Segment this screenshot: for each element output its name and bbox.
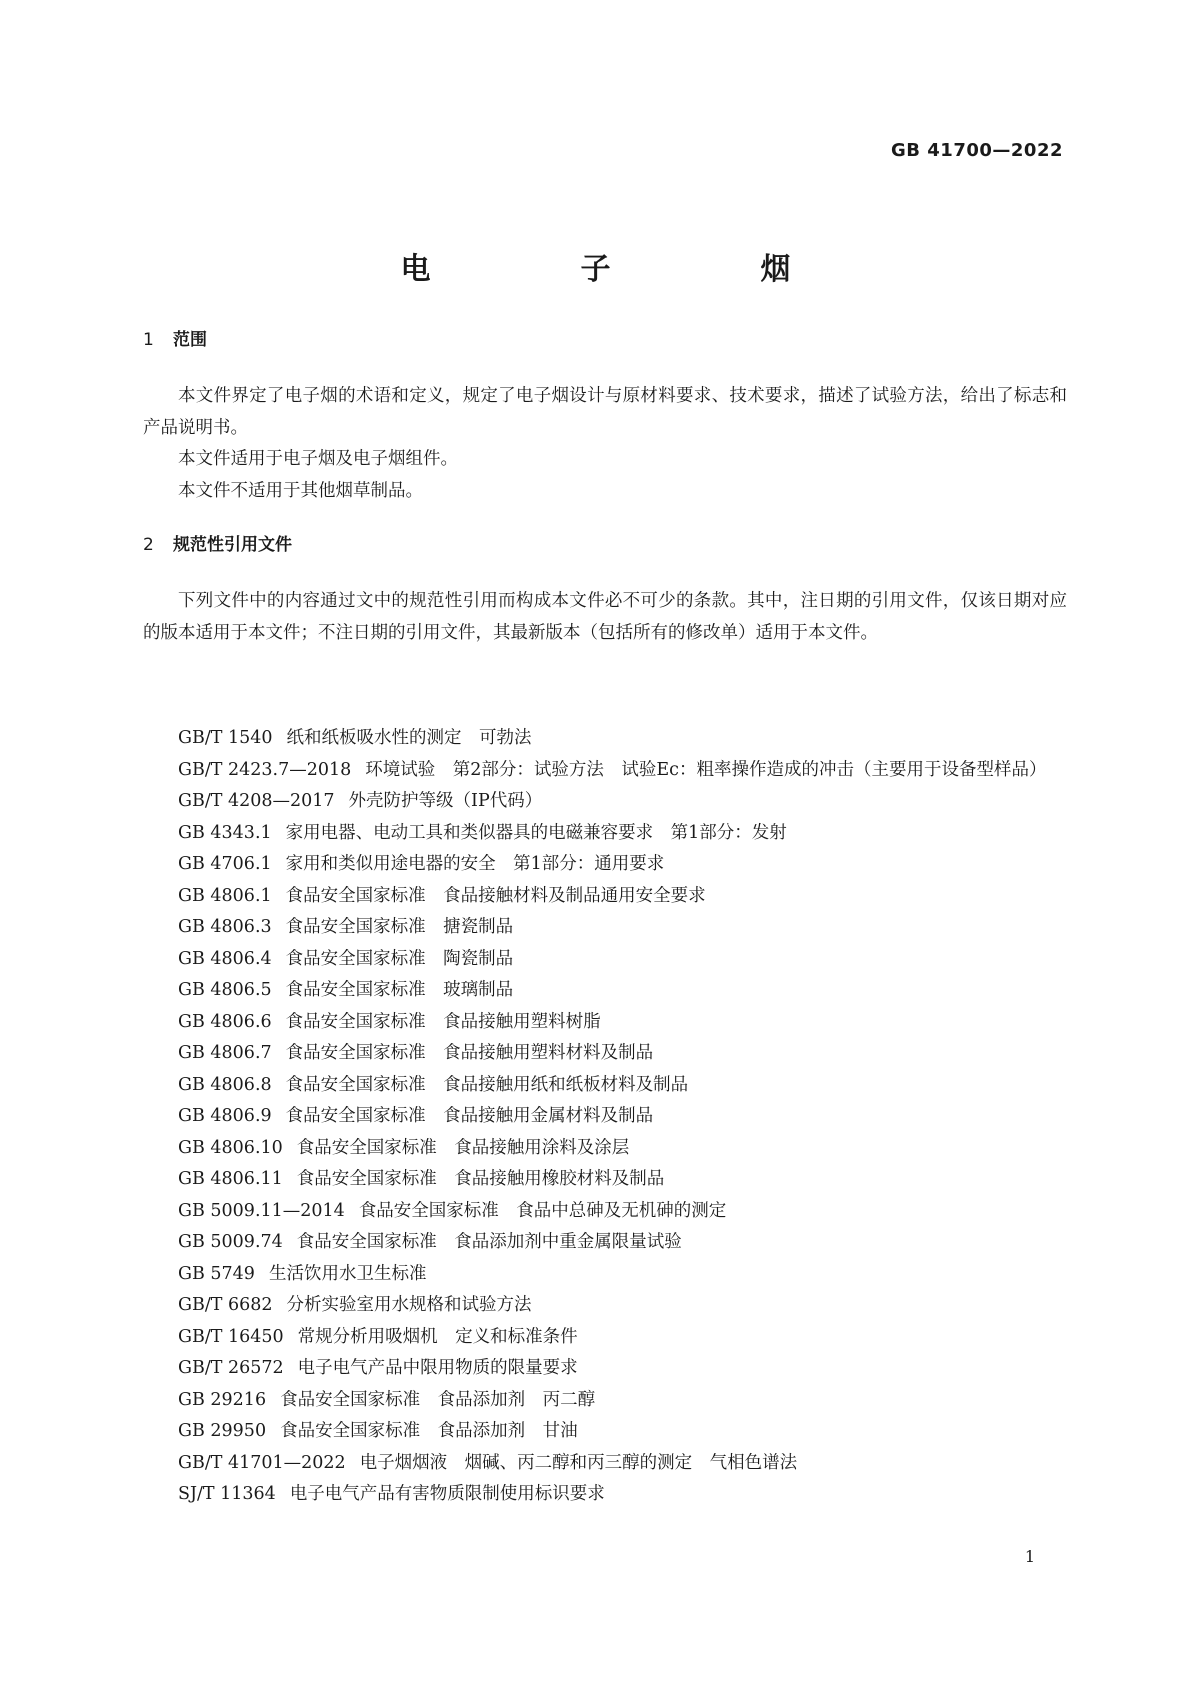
- reference-item: [143, 1416, 1067, 1448]
- reference-title: 食品安全国家标准 搪瓷制品: [285, 917, 514, 937]
- reference-code: GB 4806.6: [178, 1011, 272, 1032]
- section-1-paragraph: 本文件不适用于其他烟草制品。: [178, 480, 423, 501]
- reference-item: [143, 1038, 1067, 1070]
- reference-item: [143, 1133, 1067, 1165]
- reference-item: [143, 1070, 1067, 1102]
- reference-code: GB 5749: [178, 1263, 255, 1284]
- reference-item: [143, 881, 1067, 913]
- reference-title: 食品安全国家标准 食品中总砷及无机砷的测定: [358, 1200, 727, 1221]
- reference-title: 食品安全国家标准 食品接触用涂料及涂层: [296, 1137, 630, 1158]
- reference-code: GB/T 1540: [178, 728, 273, 748]
- reference-title: 电子电气产品中限用物质的限量要求: [297, 1358, 578, 1378]
- reference-title: 纸和纸板吸水性的测定 可勃法: [286, 728, 532, 748]
- reference-title: 食品安全国家标准 食品接触材料及制品通用安全要求: [285, 885, 706, 906]
- reference-code: GB 5009.11—2014: [178, 1200, 345, 1221]
- reference-title: 家用和类似用途电器的安全 第1部分：通用要求: [285, 854, 665, 874]
- reference-code: GB 4806.11: [178, 1169, 283, 1189]
- reference-item: [143, 1196, 1067, 1228]
- reference-code: GB 4806.4: [178, 948, 272, 969]
- reference-title: 环境试验 第2部分：试验方法 试验Ec：粗率操作造成的冲击（主要用于设备型样品）: [365, 759, 1047, 780]
- reference-code: GB 4343.1: [178, 822, 272, 843]
- reference-item: [143, 1385, 1067, 1417]
- reference-item: [143, 912, 1067, 944]
- reference-item: [143, 849, 1067, 881]
- reference-code: GB/T 26572: [178, 1358, 284, 1378]
- reference-code: GB 4806.10: [178, 1137, 283, 1158]
- reference-item: [143, 1353, 1067, 1385]
- reference-code: GB 4806.8: [178, 1074, 272, 1095]
- reference-title: 食品安全国家标准 食品接触用纸和纸板材料及制品: [285, 1074, 689, 1095]
- reference-code: SJ/T 11364: [178, 1484, 276, 1504]
- reference-title: 分析实验室用水规格和试验方法: [286, 1295, 532, 1315]
- section-1-body: [143, 381, 1067, 507]
- reference-item: [143, 755, 1067, 787]
- reference-item: [143, 1322, 1067, 1354]
- section-2-heading: [143, 530, 292, 555]
- reference-title: 家用电器、电动工具和类似器具的电磁兼容要求 第1部分：发射: [285, 822, 787, 843]
- reference-item: [143, 1259, 1067, 1291]
- reference-code: GB 4806.9: [178, 1106, 272, 1126]
- reference-item: [143, 1290, 1067, 1322]
- reference-title: 食品安全国家标准 食品接触用塑料树脂: [285, 1011, 601, 1032]
- reference-code: GB 29950: [178, 1421, 267, 1441]
- reference-list: [143, 723, 1067, 1511]
- reference-code: GB/T 4208—2017: [178, 791, 335, 811]
- reference-code: GB/T 16450: [178, 1326, 284, 1347]
- reference-code: GB 4706.1: [178, 854, 272, 874]
- document-title: 电 子 烟: [400, 252, 851, 287]
- reference-title: 食品安全国家标准 玻璃制品: [285, 980, 514, 1000]
- reference-title: 食品安全国家标准 食品接触用金属材料及制品: [285, 1106, 654, 1126]
- section-1-number: 1: [143, 330, 154, 350]
- section-2-number: 2: [143, 535, 154, 555]
- reference-code: GB 4806.7: [178, 1043, 272, 1063]
- reference-item: [143, 944, 1067, 976]
- reference-code: GB 29216: [178, 1389, 267, 1410]
- section-2-title: 规范性引用文件: [173, 535, 292, 555]
- reference-code: GB/T 41701—2022: [178, 1452, 346, 1473]
- reference-title: 食品安全国家标准 食品添加剂中重金属限量试验: [296, 1232, 682, 1252]
- section-1-paragraph: 本文件界定了电子烟的术语和定义，规定了电子烟设计与原材料要求、技术要求，描述了试验方法，给出了标志和产品说明书。: [143, 386, 1067, 438]
- reference-item: [143, 786, 1067, 818]
- reference-title: 食品安全国家标准 食品添加剂 丙二醇: [280, 1389, 596, 1410]
- reference-title: 电子电气产品有害物质限制使用标识要求: [289, 1484, 605, 1504]
- reference-item: [143, 818, 1067, 850]
- reference-title: 常规分析用吸烟机 定义和标准条件: [297, 1326, 578, 1347]
- reference-title: 外壳防护等级（IP代码）: [348, 791, 543, 811]
- reference-code: GB 4806.1: [178, 885, 272, 906]
- reference-title: 食品安全国家标准 食品接触用塑料材料及制品: [285, 1043, 654, 1063]
- reference-code: GB/T 2423.7—2018: [178, 759, 352, 780]
- section-1-paragraph: 本文件适用于电子烟及电子烟组件。: [178, 449, 458, 469]
- reference-code: GB 5009.74: [178, 1232, 283, 1252]
- reference-item: [143, 975, 1067, 1007]
- reference-title: 食品安全国家标准 食品添加剂 甘油: [280, 1421, 578, 1441]
- reference-item: [143, 1164, 1067, 1196]
- page-number: 1: [1024, 1547, 1035, 1566]
- reference-item: [143, 1007, 1067, 1039]
- reference-title: 食品安全国家标准 食品接触用橡胶材料及制品: [296, 1169, 665, 1189]
- reference-item: [143, 723, 1067, 755]
- reference-code: GB 4806.3: [178, 917, 272, 937]
- reference-title: 电子烟烟液 烟碱、丙二醇和丙三醇的测定 气相色谱法: [359, 1452, 798, 1473]
- section-1-title: 范围: [173, 330, 207, 350]
- section-2-intro: [143, 586, 1067, 649]
- standard-code: GB 41700—2022: [891, 140, 1063, 161]
- reference-item: [143, 1227, 1067, 1259]
- reference-code: GB/T 6682: [178, 1295, 273, 1315]
- reference-title: 食品安全国家标准 陶瓷制品: [285, 948, 514, 969]
- reference-code: GB 4806.5: [178, 980, 272, 1000]
- reference-item: [143, 1479, 1067, 1511]
- section-1-heading: [143, 325, 207, 350]
- reference-title: 生活饮用水卫生标准: [268, 1263, 427, 1284]
- reference-item: [143, 1101, 1067, 1133]
- reference-item: [143, 1448, 1067, 1480]
- section-2-intro-paragraph: 下列文件中的内容通过文中的规范性引用而构成本文件必不可少的条款。其中，注日期的引用文件，仅该日期对应的版本适用于本文件；不注日期的引用文件，其最新版本（包括所有的修改单）适用于本文件。: [143, 591, 1067, 643]
